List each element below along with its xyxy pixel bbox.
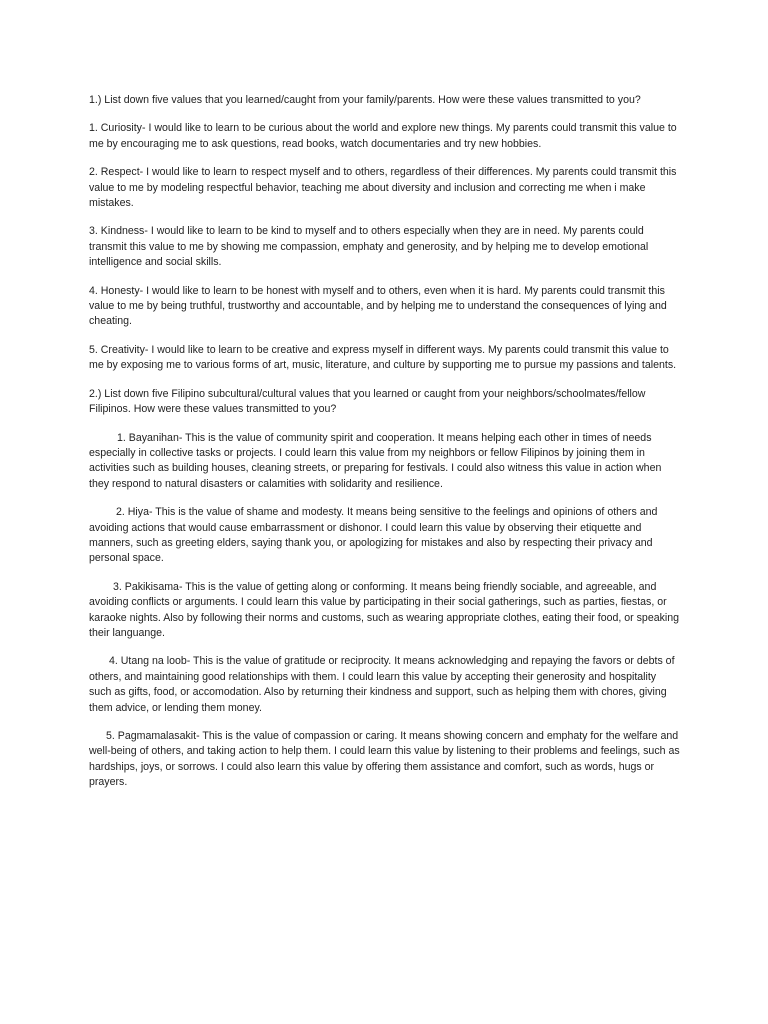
family-value-curiosity: 1. Curiosity- I would like to learn to be curious about the world and explore new things. My parents could transmit this value to me by encouraging me to ask questions, read books, watch documentaries and try new hobbies. — [89, 122, 677, 150]
family-value-kindness: 3. Kindness- I would like to learn to be kind to myself and to others especially when they are in need. My parents could transmit this value to me by showing me compassion, emphaty and generosity, and by helping me to develop emotional intelligence and social skills. — [89, 225, 649, 269]
filipino-value-bayanihan: 1. Bayanihan- This is the value of community spirit and cooperation. It means helping each other in times of needs especially in collective tasks or projects. I could learn this value from my neighbors or fellow Filipinos by joining them in activities such as building houses, cleaning streets, or preparing for festivals. I could also witness this value in action when they respond to natural disasters or calamities with solidarity and resilience. — [89, 431, 662, 490]
filipino-value-pakikisama: 3. Pakikisama- This is the value of getting along or conforming. It means being friendly sociable, and agreeable, and avoiding conflicts or arguments. I could learn this value by participating in their social gatherings, such as parties, fiestas, or karaoke nights. Also by following their norms and customs, such as wearing appropriate clothes, eating their food, or speaking their languange. — [89, 580, 680, 639]
question-1: 1.) List down five values that you learned/caught from your family/parents. How were these values transmitted to you? — [89, 94, 641, 106]
family-value-creativity: 5. Creativity- I would like to learn to be creative and express myself in different ways. My parents could transmit this value to me by exposing me to various forms of art, music, literature, and culture by supporting me to pursue my passions and talents. — [89, 343, 677, 372]
family-value-honesty: 4. Honesty- I would like to learn to be honest with myself and to others, even when it is hard. My parents could transmit this value to me by being truthful, trustworthy and accountable, and by helping me to understand the consequences of lying and cheating. — [89, 284, 667, 328]
filipino-value-hiya: 2. Hiya- This is the value of shame and modesty. It means being sensitive to the feelings and opinions of others and avoiding actions that would cause embarrassment or dishonor. I could learn this value by observing their etiquette and manners, such as greeting elders, saying thank you, or apologizing for mistakes and also by respecting their privacy and personal space. — [89, 506, 658, 565]
filipino-value-pagmamalasakit: 5. Pagmamalasakit- This is the value of compassion or caring. It means showing concern and emphaty for the welfare and well-being of others, and taking action to help them. I could learn this value by listening to their problems and feelings, such as hardships, joys, or sorrows. I could also learn this value by offering them assistance and comfort, such as words, hugs or prayers. — [89, 730, 680, 789]
family-value-respect: 2. Respect- I would like to learn to respect myself and to others, regardless of their differences. My parents could transmit this value to me by modeling respectful behavior, teaching me about diversity and inclusion and correcting me when i make mistakes. — [89, 166, 677, 210]
filipino-value-utang-na-loob: 4. Utang na loob- This is the value of gratitude or reciprocity. It means acknowledging and repaying the favors or debts of others, and maintaining good relationships with them. I could learn this value by accepting their generosity and hospitality such as gifts, food, or accomodation. Also by returning their kindness and support, such as helping them with chores, giving them advice, or lending them money. — [89, 655, 675, 714]
document-body — [89, 93, 681, 804]
question-2: 2.) List down five Filipino subcultural/cultural values that you learned or caught from your neighbors/schoolmates/fellow Filipinos. How were these values transmitted to you? — [89, 387, 646, 416]
